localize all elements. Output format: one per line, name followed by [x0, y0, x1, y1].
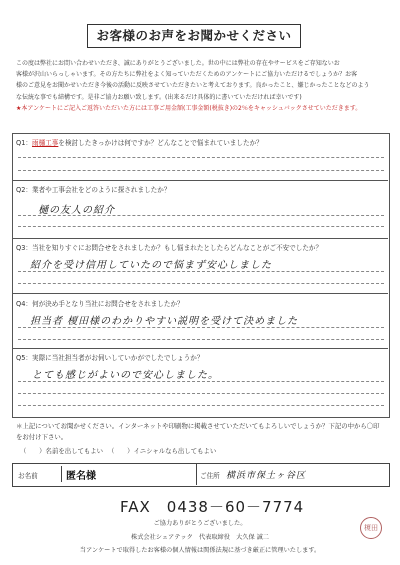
thanks-text: ご協力ありがとうございました。 — [153, 520, 247, 527]
consent-line: ＊上記についてお聞かせください。インターネットや印刷物に掲載させていただいてもよろしいでしょうか？下記の中から〇印 — [16, 422, 380, 430]
answer-line — [18, 381, 384, 382]
address-label: ご住所 — [200, 472, 220, 480]
name-label: お名前 — [18, 472, 38, 480]
answer-line — [18, 339, 384, 340]
consent-option-name[interactable]: （ ）名前を出してもよい — [20, 447, 104, 455]
question-2-answer: 樋の友人の紹介 — [38, 205, 115, 216]
seal-stamp: 榎田 — [360, 517, 382, 539]
question-4-answer: 担当者 榎田様のわかりやすい説明を受けて決めました — [30, 316, 299, 327]
answer-line — [18, 283, 384, 284]
question-2-label — [16, 184, 170, 194]
answer-line — [18, 215, 384, 216]
question-5-label — [16, 352, 203, 362]
fax-number: FAX 0438－60－7774 — [120, 498, 305, 516]
answer-line — [18, 170, 384, 171]
name-label-divider — [61, 466, 62, 482]
question-text: 何が決め手となり当社にお問合せをされましたか？ — [31, 300, 184, 308]
question-prefix: Q2： — [16, 186, 32, 194]
answer-line — [18, 271, 384, 272]
question-highlight: 雨樋工事 — [31, 139, 59, 147]
address-value: 横浜市保土ヶ谷区 — [226, 471, 307, 481]
address-divider — [196, 463, 197, 485]
page-title: お客様のお声をお聞かせください — [87, 24, 301, 48]
question-prefix: Q3： — [16, 244, 32, 252]
answer-line — [18, 226, 384, 227]
intro-line: 客様が沢山いらっしゃいます。その方たちに弊社をよく知っていただくためのアンケートにご協力いただけるでしょうか？お客 — [16, 71, 358, 79]
answer-line — [18, 157, 384, 158]
intro-line: 様のご意見をお聞かせいただき今後の活動に反映させていただきたいと考えております。良かったこと、嫌じかったことなどのよう — [16, 82, 370, 90]
publish-consent — [16, 421, 390, 443]
question-divider — [12, 348, 388, 349]
question-3-label — [16, 242, 322, 252]
question-3-answer: 紹介を受け信用していたので悩まず安心しました — [30, 260, 272, 271]
question-5-answer: とても感じがよいので安心しました。 — [32, 370, 219, 381]
intro-line: この度は弊社にお問い合わせいただき、誠にありがとうございました。世の中には弊社の存在やサービスをご存知ないお — [16, 60, 340, 67]
question-text: 業者や工事会社をどのように探されましたか？ — [31, 186, 171, 194]
question-text: 当社を知りすぐにお問合せをされましたか？もし悩まれたとしたらどんなことがご不安でしたか？ — [31, 244, 323, 252]
privacy-text: 当アンケートで取得したお客様の個人情報は関係法規に基づき厳正に管理いたします。 — [79, 547, 321, 554]
answer-line — [18, 393, 384, 394]
cashback-note: ★本アンケートにご記入ご返答いただいた方には工事ご用金額(工事金額(税抜き)の2％をキャッシュバックさせていただきます。 — [16, 104, 362, 112]
name-value: 匿名様 — [66, 471, 96, 482]
question-prefix: Q5： — [16, 354, 32, 362]
intro-line: な伝統な事でも結構です。是非ご協力お願い致します。(出来るだけ具体的に書いていただければ幸いです) — [16, 93, 302, 101]
intro-text — [16, 58, 388, 114]
question-prefix: Q4： — [16, 300, 32, 308]
question-4-label — [16, 298, 184, 308]
question-divider — [12, 293, 388, 294]
question-divider — [12, 238, 388, 239]
question-divider — [12, 180, 388, 181]
consent-line: をお付け下さい。 — [16, 433, 68, 441]
company-text: 株式会社シェアテック 代表取締役 大久保 誠二 — [131, 534, 269, 541]
question-prefix: Q1： — [16, 139, 32, 147]
consent-option-initial[interactable]: （ ）イニシャルなら出してもよい — [108, 447, 217, 455]
question-text: 実際に当社担当者がお伺いしていかがでしたでしょうか？ — [31, 354, 204, 362]
question-1-label — [16, 137, 263, 147]
question-text: を検討したきっかけは何ですか？どんなことで悩まれていましたか？ — [58, 139, 263, 147]
answer-line — [18, 327, 384, 328]
answer-line — [18, 405, 384, 406]
